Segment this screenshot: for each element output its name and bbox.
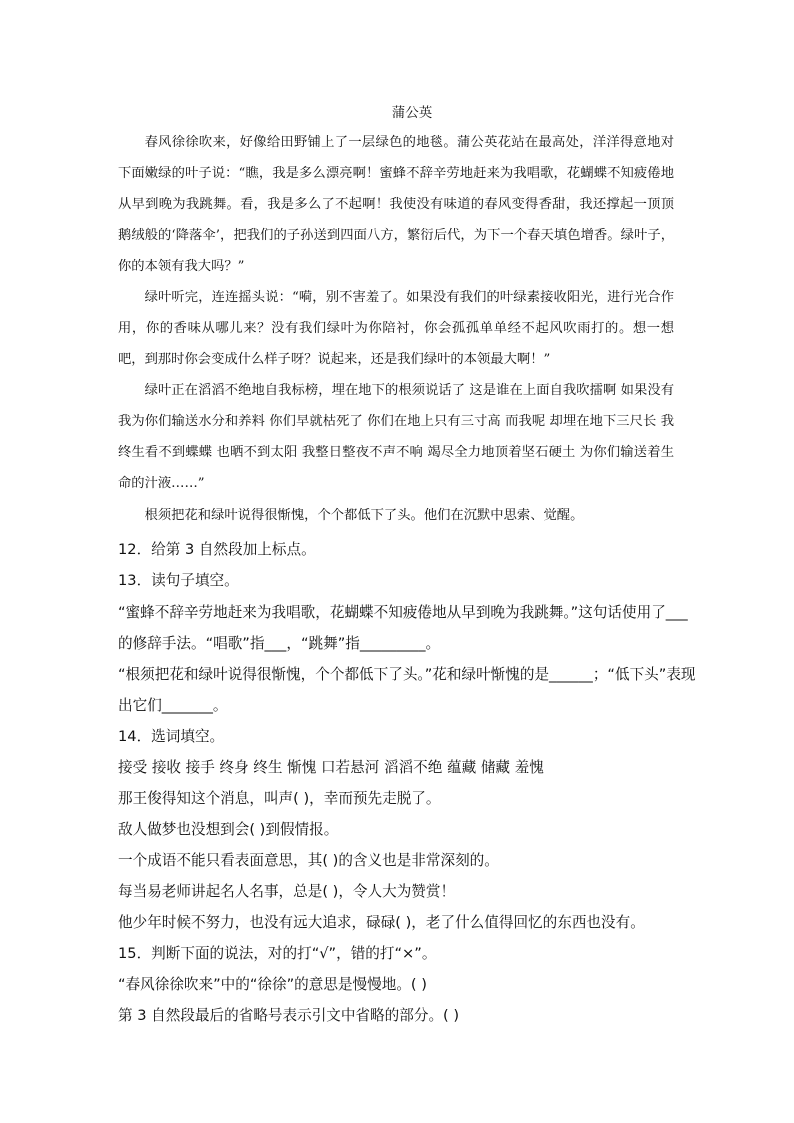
question-14-sentence-3: 一个成语不能只看表面意思，其( )的含义也是非常深刻的。: [118, 852, 499, 869]
passage-paragraph-3: 绿叶正在滔滔不绝地自我标榜，埋在地下的根须说话了 这是谁在上面自我吹擂啊 如果没有我为你们输送水分和养料 你们早就枯死了 你们在地上只有三寸高 而我呢 却埋在地下三尺长 我终生看不到蝶蝶 也晒不到太阳 我整日整夜不声不响 竭尽全力地顶着坚石硬土 为你们输送着生命的汁液……”: [118, 383, 674, 491]
question-14-sentence-4: 每当易老师讲起名人名事，总是( )，令人大为赞赏！: [118, 883, 456, 900]
question-15-statement-2: 第 3 自然段最后的省略号表示引文中省略的部分。( ): [118, 1007, 460, 1024]
passage-paragraph-4: 根须把花和绿叶说得很惭愧，个个都低下了头。他们在沉默中思索、觉醒。: [144, 508, 584, 523]
question-15-statement-1: “春风徐徐吹来”中的“徐徐”的意思是慢慢地。( ): [118, 976, 427, 993]
question-13-sentence-2-line-2: 出它们_______。: [118, 697, 228, 714]
question-13-sentence-1-line-2: 的修辞手法。“唱歌”指___，“跳舞”指_________。: [118, 635, 441, 652]
question-15: 15．判断下面的说法，对的打“√”，错的打“×”。: [118, 945, 437, 962]
question-13: 13．读句子填空。: [118, 572, 239, 589]
passage-title: 蒲公英: [391, 105, 433, 121]
question-14-sentence-1: 那王俊得知这个消息，叫声( )，幸而预先走脱了。: [118, 790, 441, 807]
passage-paragraph-1: 春风徐徐吹来，好像给田野铺上了一层绿色的地毯。蒲公英花站在最高处，洋洋得意地对下面嫩绿的叶子说：“瞧，我是多么漂亮啊！蜜蜂不辞辛劳地赶来为我唱歌，花蝴蝶不知疲倦地从早到晚为我跳舞。看，我是多么了不起啊！我使没有味道的春风变得香甜，我还撑起一顶顶鹅绒般的‘降落伞’，把我们的子孙送到四面八方，繁衍后代，为下一个春天填色增香。绿叶子，你的本领有我大吗？”: [118, 135, 674, 274]
question-14: 14．选词填空。: [118, 728, 225, 745]
question-12: 12．给第 3 自然段加上标点。: [118, 541, 316, 558]
question-13-sentence-2-line-1: “根须把花和绿叶说得很惭愧，个个都低下了头。”花和绿叶惭愧的是______；“低下头”表现: [118, 666, 696, 683]
question-13-sentence-1-line-1: “蜜蜂不辞辛劳地赶来为我唱歌，花蝴蝶不知疲倦地从早到晚为我跳舞。”这句话使用了___: [118, 604, 688, 621]
question-14-sentence-5: 他少年时候不努力，也没有远大追求，碌碌( )，老了什么值得回忆的东西也没有。: [118, 914, 645, 931]
question-14-sentence-2: 敌人做梦也没想到会( )到假情报。: [118, 821, 339, 838]
passage-paragraph-2: 绿叶听完，连连摇头说：“嗬，别不害羞了。如果没有我们的叶绿素接收阳光，进行光合作用，你的香味从哪儿来？没有我们绿叶为你陪衬，你会孤孤单单经不起风吹雨打的。想一想吧，到那时你会变成什么样子呀？说起来，还是我们绿叶的本领最大啊！”: [118, 290, 674, 367]
question-14-word-bank: 接受 接收 接手 终身 终生 惭愧 口若悬河 滔滔不绝 蕴藏 储藏 羞愧: [118, 759, 544, 776]
